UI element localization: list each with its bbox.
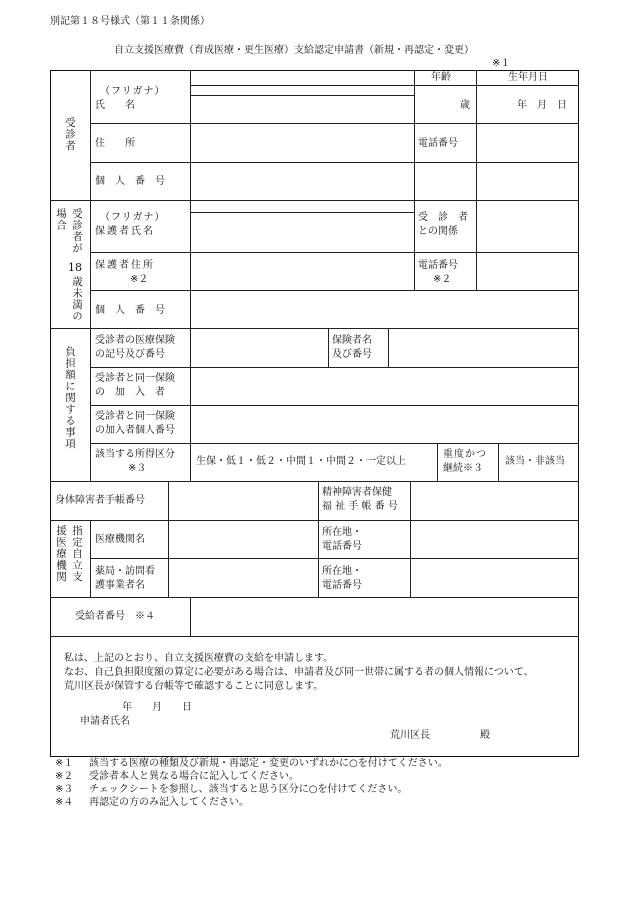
page-title: 自立支援医療費（育成医療・更生医療）支給認定申請書（新規・再認定・変更） (114, 45, 474, 56)
pharmacy-label-2: 護事業者名 (95, 580, 145, 591)
same-id-field[interactable] (192, 407, 576, 442)
guardian-name-label: 保護者氏名 (95, 226, 155, 237)
patient-name-label: 氏 名 (95, 100, 135, 111)
form-reference: 別記第１８号様式（第１１条関係） (50, 16, 210, 27)
physical-handbook-field[interactable] (170, 483, 316, 519)
mental-handbook-field[interactable] (412, 483, 576, 519)
honorific: 殿 (480, 730, 490, 741)
patient-phone-field[interactable] (478, 125, 576, 161)
age-unit: 歳 (460, 100, 470, 111)
guardian-furigana-label: （フリガナ） (100, 212, 166, 223)
guardian-phone-note: ※２ (433, 274, 452, 285)
insurance-label: 受診者の医療保険 (95, 335, 175, 346)
same-insurance-field[interactable] (192, 369, 576, 404)
guardian-id-label: 個 人 番 号 (95, 305, 165, 316)
guardian-address-field[interactable] (192, 254, 412, 289)
declaration-line-3: 荒川区長が保管する台帳等で確認することに同意します。 (64, 681, 324, 692)
physical-handbook-label: 身体障害者手帳番号 (55, 495, 145, 506)
medical-institution-field[interactable] (170, 522, 316, 557)
birthdate-header: 生年月日 (508, 72, 548, 83)
pharmacy-address-label: 所在地・ (322, 566, 362, 577)
pharmacy-field[interactable] (170, 560, 316, 596)
same-insurance-label: 受診者と同一保険 (95, 373, 175, 384)
guardian-name-field[interactable] (192, 214, 412, 251)
patient-address-label: 住 所 (95, 138, 135, 149)
mental-handbook-label-2: 福 祉 手 帳 番 号 (322, 501, 398, 512)
applicant-name-field[interactable] (140, 714, 370, 730)
title-note: ※１ (492, 58, 511, 69)
guardian-furigana-field[interactable] (192, 202, 412, 211)
addressee: 荒川区長 (390, 730, 430, 741)
guardian-id-field[interactable] (192, 292, 576, 327)
age-header: 年齢 (431, 72, 451, 83)
guardian-phone-label: 電話番号 (418, 260, 458, 271)
medical-address-label-2: 電話番号 (322, 541, 362, 552)
patient-address-field[interactable] (192, 125, 412, 161)
guardian-phone-field[interactable] (478, 254, 576, 289)
patient-furigana-label: （フリガナ） (100, 86, 166, 97)
patient-id-field[interactable] (192, 164, 576, 199)
application-date[interactable]: 年 月 日 (122, 702, 192, 713)
pharmacy-label: 薬局・訪問看 (95, 566, 155, 577)
insurance-label-2: の記号及び番号 (95, 349, 165, 360)
guardian-section-label: 場合 受診者が 18 歳未満の (55, 208, 83, 322)
guardian-address-note: ※２ (130, 274, 149, 285)
relation-label-line2: との関係 (418, 226, 458, 237)
patient-name-field[interactable] (192, 97, 412, 122)
pharmacy-address-field[interactable] (412, 560, 576, 596)
patient-section-label: 受診者 (64, 117, 76, 152)
severe-options[interactable]: 該当・非該当 (505, 456, 565, 467)
applicant-name-label: 申請者氏名 (80, 716, 130, 727)
medical-address-label: 所在地・ (322, 527, 362, 538)
patient-phone-label: 電話番号 (418, 138, 458, 149)
same-id-label: 受診者と同一保険 (95, 411, 175, 422)
recipient-number-label: 受給者番号 ※４ (75, 611, 155, 622)
institution-section-label: 援医療機関 指定自立支 (55, 525, 83, 583)
income-options[interactable]: 生保・低１・低２・中間１・中間２・一定以上 (196, 456, 406, 467)
patient-id-label: 個 人 番 号 (95, 176, 165, 187)
birthdate-placeholder: 年 月 日 (517, 100, 567, 111)
declaration-line-2: なお、自己負担限度額の算定に必要がある場合は、申請者及び同一世帯に属する者の個人情報について、 (64, 667, 534, 678)
insurer-field[interactable] (390, 330, 576, 366)
insurance-number-field[interactable] (192, 330, 326, 366)
medical-address-field[interactable] (412, 522, 576, 557)
declaration-line-1: 私は、上記のとおり、自立支援医療費の支給を申請します。 (64, 653, 334, 664)
income-label-note: ※３ (128, 463, 147, 474)
income-label: 該当する所得区分 (95, 449, 175, 460)
insurer-label: 保険者名 (332, 335, 372, 346)
same-id-label-2: の加入者個人番号 (95, 425, 175, 436)
patient-furigana-field[interactable] (192, 86, 412, 94)
severe-label: 重度かつ (443, 449, 487, 460)
relation-label-line1: 受 診 者 (418, 212, 468, 223)
pharmacy-address-label-2: 電話番号 (322, 580, 362, 591)
mental-handbook-label: 精神障害者保健 (322, 487, 392, 498)
insurer-label-2: 及び番号 (332, 349, 372, 360)
guardian-relation-field[interactable] (478, 202, 576, 251)
guardian-address-label: 保護者住所 (95, 260, 155, 271)
same-insurance-label-2: の 加 入 者 (95, 387, 165, 398)
medical-institution-label: 医療機関名 (95, 534, 145, 545)
burden-section-label: 負担額に関する事項 (64, 346, 76, 450)
severe-label-2: 継続※３ (443, 463, 483, 474)
recipient-number-field[interactable] (192, 599, 576, 635)
